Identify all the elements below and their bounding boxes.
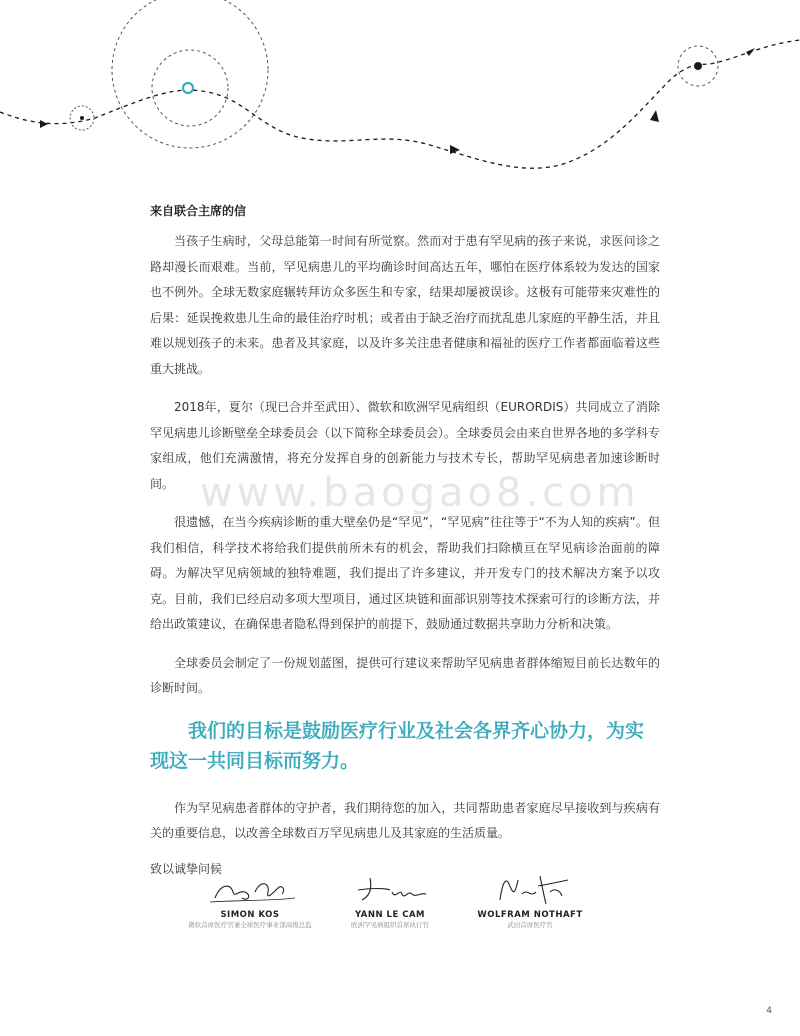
watermark: www.baogao8.com [200, 470, 640, 516]
signature-block [320, 870, 460, 930]
paragraph-1: 当孩子生病时，父母总能第一时间有所觉察。然而对于患有罕见病的孩子来说，求医问诊之路却漫长而艰难。当前，罕见病患儿的平均确诊时间高达五年，哪怕在医疗体系较为发达的国家也不例外。全球无数家庭辗转拜访众多医生和专家，结果却屡被误诊。这极有可能带来灾难性的后果：延误挽救患儿生命的最佳治疗时机；或者由于缺乏治疗而扰乱患儿家庭的平静生活，并且难以规划孩子的未来。患者及其家庭，以及许多关注患者健康和福祉的医疗工作者都面临着这些重大挑战。 [150, 234, 660, 376]
signature-image [480, 870, 580, 908]
signature-image [340, 870, 440, 908]
letter-heading: 来自联合主席的信 [150, 204, 247, 218]
paragraph-2: 2018年，夏尔（现已合并至武田）、微软和欧洲罕见病组织（EURORDIS）共同成立了消除罕见病患儿诊断壁垒全球委员会（以下简称全球委员会）。全球委员会由来自世界各地的多学科专家组成，他们充满激情，将充分发挥自身的创新能力与技术专长，帮助罕见病患者加速诊断时间。 [150, 400, 661, 491]
signatures [180, 870, 600, 960]
paragraph-4: 全球委员会制定了一份规划蓝图，提供可行建议来帮助罕见病患者群体缩短目前长达数年的诊断时间。 [150, 655, 660, 695]
signature-block [460, 870, 600, 930]
signatory-title: 武田首席医疗官 [507, 921, 553, 929]
signatory-name: WOLFRAM NOTHAFT [477, 910, 583, 920]
signatory-name: YANN LE CAM [354, 910, 426, 920]
paragraph-5: 作为罕见病患者群体的守护者，我们期待您的加入，共同帮助患者家庭尽早接收到与疾病有关的重要信息，以改善全球数百万罕见病患儿及其家庭的生活质量。 [150, 800, 660, 840]
page-number: 4 [766, 1006, 772, 1016]
signatory-name: SIMON KOS [220, 910, 280, 920]
paragraph-3: 很遗憾，在当今疾病诊断的重大壁垒仍是“罕见”，“罕见病”往往等于“不为人知的疾病”。但我们相信，科学技术将给我们提供前所未有的机会，帮助我们扫除横亘在罕见病诊治面前的障碍。为解决罕见病领域的独特难题，我们提出了许多建议，并开发专门的技术解决方案予以攻克。目前，我们已经启动多项大型项目，通过区块链和面部识别等技术探索可行的诊断方法，并给出政策建议，在确保患者隐私得到保护的前提下，鼓励通过数据共享助力分析和决策。 [150, 515, 660, 631]
signature-image [200, 870, 300, 908]
decorative-path-graphic [0, 0, 800, 190]
letter-body [150, 190, 660, 877]
signatory-title: 欧洲罕见病组织首席执行官 [351, 921, 429, 929]
closing-salutation: 致以诚挚问候 [150, 861, 223, 876]
signatory-title: 微软首席医疗官兼全球医疗事业部高级总监 [188, 921, 312, 929]
signature-block [180, 870, 320, 930]
highlight-quote: 我们的目标是鼓励医疗行业及社会各界齐心协力，为实现这一共同目标而努力。 [150, 719, 645, 772]
